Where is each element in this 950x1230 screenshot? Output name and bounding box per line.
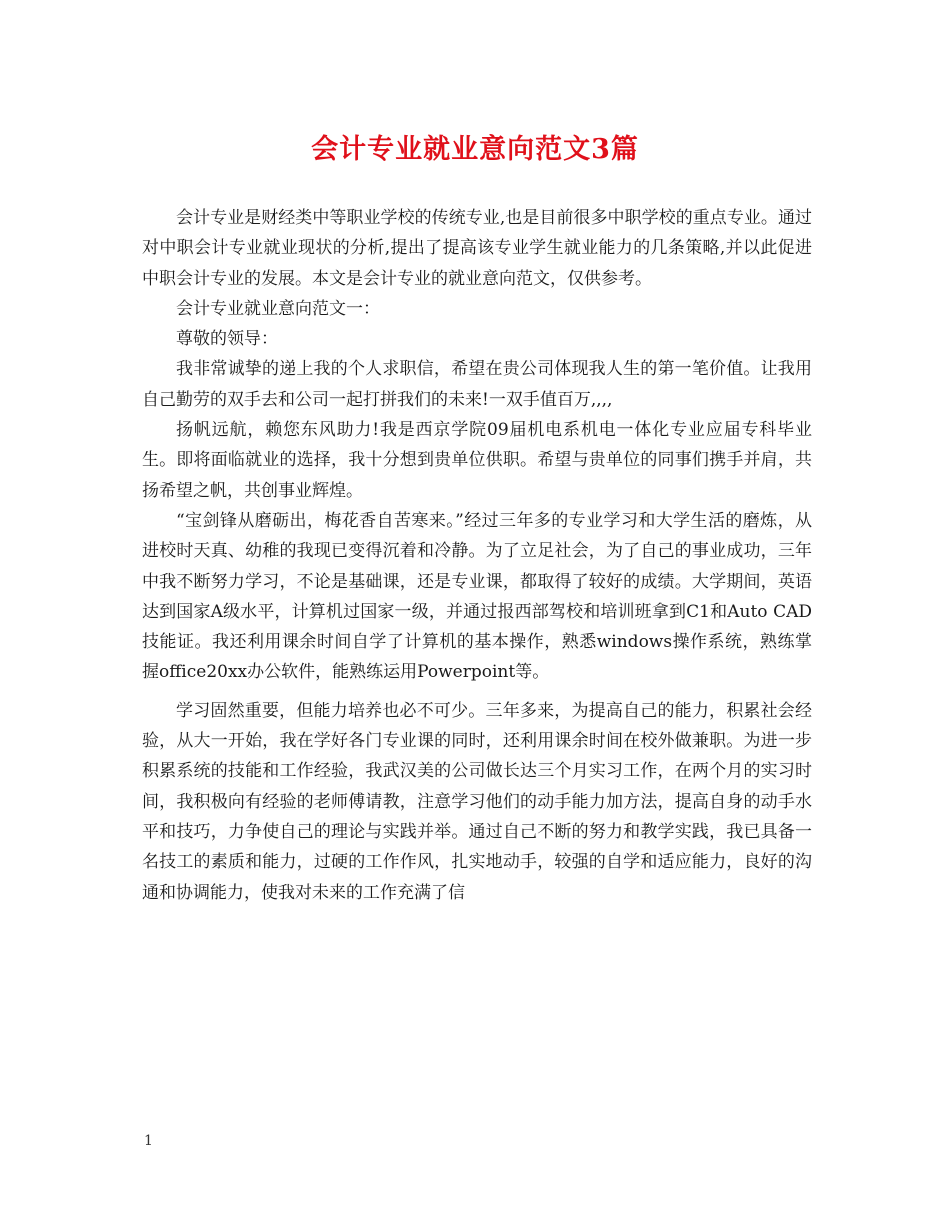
paragraph-salutation: 尊敬的领导： bbox=[176, 329, 278, 350]
page-number: 1 bbox=[144, 1133, 153, 1149]
paragraph-self-introduction: 扬帆远航，赖您东风助力!我是西京学院09届机电系机电一体化专业应届专科毕业生。即将面临就业的选择，我十分想到贵单位供职。希望与贵单位的同事们携手并肩，共扬希望之帆，共创事业辉煌。 bbox=[142, 420, 812, 501]
document-body bbox=[142, 203, 812, 908]
paragraph-study-experience: “宝剑锋从磨砺出，梅花香自苦寒来。”经过三年多的专业学习和大学生活的磨炼，从进校时天真、幼稚的我现已变得沉着和冷静。为了立足社会，为了自己的事业成功，三年中我不断努力学习，不论是基础课，还是专业课，都取得了较好的成绩。大学期间，英语达到国家A级水平，计算机过国家一级，并通过报西部驾校和培训班拿到C1和Auto CAD技能证。我还利用课余时间自学了计算机的基本操作，熟悉windows操作系统，熟练掌握office20xx办公软件，能熟练运用Powerpoint等。 bbox=[142, 510, 812, 683]
document-title: 会计专业就业意向范文3篇 bbox=[311, 134, 639, 165]
paragraph-intro: 会计专业是财经类中等职业学校的传统专业,也是目前很多中职学校的重点专业。通过对中职会计专业就业现状的分析,提出了提高该专业学生就业能力的几条策略,并以此促进中职会计专业的发展。本文是会计专业的就业意向范文，仅供参考。 bbox=[142, 208, 812, 289]
paragraph-application: 我非常诚挚的递上我的个人求职信，希望在贵公司体现我人生的第一笔价值。让我用自己勤劳的双手去和公司一起打拼我们的未来!一双手值百万,,,, bbox=[142, 359, 812, 410]
paragraph-heading-sample-one: 会计专业就业意向范文一： bbox=[176, 298, 380, 319]
paragraph-ability-training: 学习固然重要，但能力培养也必不可少。三年多来，为提高自己的能力，积累社会经验，从大一开始，我在学好各门专业课的同时，还利用课余时间在校外做兼职。为进一步积累系统的技能和工作经验，我武汉美的公司做长达三个月实习工作，在两个月的实习时间，我积极向有经验的老师傅请教，注意学习他们的动手能力加方法，提高自身的动手水平和技巧，力争使自己的理论与实践并举。通过自己不断的努力和教学实践，我已具备一名技工的素质和能力，过硬的工作作风，扎实地动手，较强的自学和适应能力，良好的沟通和协调能力，使我对未来的工作充满了信 bbox=[142, 700, 812, 903]
